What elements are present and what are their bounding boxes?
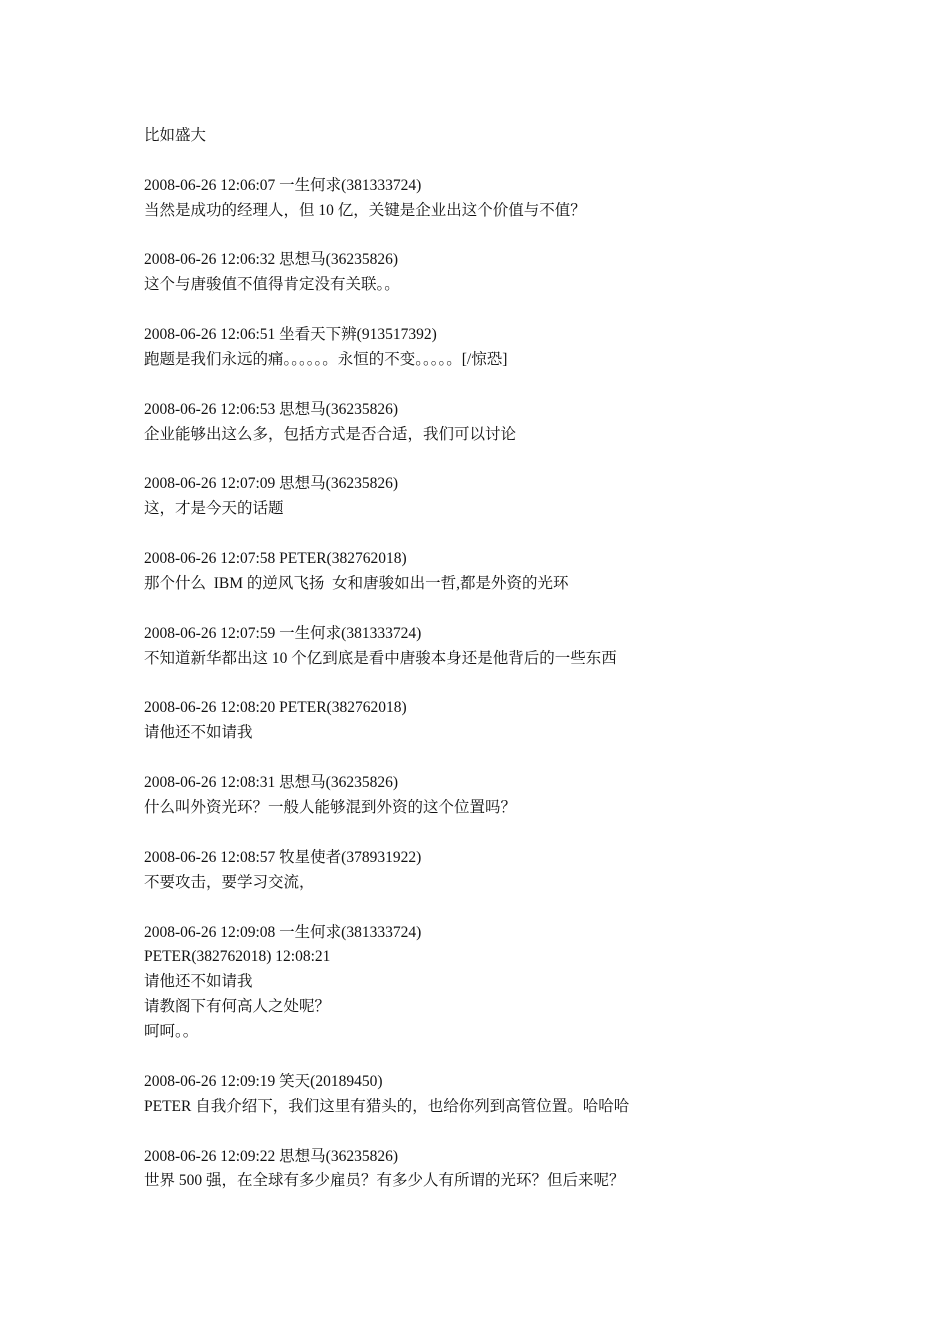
chat-message — [144, 1070, 844, 1120]
message-header: 2008-06-26 12:07:09 思想马(36235826) — [144, 475, 399, 493]
chat-message — [144, 398, 844, 448]
message-body-line: 呵呵。。 — [144, 1023, 199, 1041]
spacer — [144, 746, 844, 771]
chat-message — [144, 174, 844, 224]
message-header: 2008-06-26 12:09:19 笑天(20189450) — [144, 1072, 383, 1090]
message-body-line: 这，才是今天的话题 — [144, 500, 284, 518]
spacer — [144, 298, 844, 323]
message-header: 2008-06-26 12:06:32 思想马(36235826) — [144, 251, 399, 269]
spacer — [144, 522, 844, 547]
message-body-line: 当然是成功的经理人，但 10 亿，关键是企业出这个价值与不值？ — [144, 201, 586, 219]
message-header: 2008-06-26 12:08:57 牧星使者(378931922) — [144, 848, 422, 866]
message-body-line: 企业能够出这么多，包括方式是否合适，我们可以讨论 — [144, 425, 517, 443]
spacer — [144, 448, 844, 473]
chat-message — [144, 921, 844, 1045]
spacer — [144, 1045, 844, 1070]
message-body-line: 不知道新华都出这 10 个亿到底是看中唐骏本身还是他背后的一些东西 — [144, 649, 617, 667]
message-header: 2008-06-26 12:07:58 PETER(382762018) — [144, 550, 407, 568]
message-body-line: 请他还不如请我 — [144, 724, 253, 742]
message-body-line: 世界 500 强，在全球有多少雇员？有多少人有所谓的光环？但后来呢？ — [144, 1172, 625, 1190]
message-list — [144, 149, 844, 1194]
message-body-line: PETER(382762018) 12:08:21 — [144, 948, 331, 966]
chat-message — [144, 472, 844, 522]
message-header: 2008-06-26 12:06:53 思想马(36235826) — [144, 400, 399, 418]
spacer — [144, 597, 844, 622]
message-body-line: 请教阁下有何高人之处呢？ — [144, 998, 331, 1016]
chat-log-document — [144, 124, 844, 1194]
chat-message — [144, 696, 844, 746]
message-header: 2008-06-26 12:06:07 一生何求(381333724) — [144, 176, 422, 194]
chat-message — [144, 771, 844, 821]
message-header: 2008-06-26 12:09:22 思想马(36235826) — [144, 1147, 399, 1165]
message-body-line: 不要攻击，要学习交流， — [144, 873, 315, 891]
chat-message — [144, 622, 844, 672]
message-header: 2008-06-26 12:06:51 坐看天下辨(913517392) — [144, 326, 437, 344]
message-header: 2008-06-26 12:08:31 思想马(36235826) — [144, 774, 399, 792]
chat-message — [144, 323, 844, 373]
message-header: 2008-06-26 12:08:20 PETER(382762018) — [144, 699, 407, 717]
spacer — [144, 672, 844, 697]
spacer — [144, 896, 844, 921]
spacer — [144, 1120, 844, 1145]
chat-message — [144, 248, 844, 298]
spacer — [144, 149, 844, 174]
chat-message — [144, 1145, 844, 1195]
spacer — [144, 373, 844, 398]
spacer — [144, 224, 844, 249]
chat-message — [144, 846, 844, 896]
spacer — [144, 821, 844, 846]
message-body-line: 那个什么 IBM 的逆风飞扬 女和唐骏如出一哲,都是外资的光环 — [144, 575, 569, 593]
message-body-line: 这个与唐骏值不值得肯定没有关联。。 — [144, 276, 400, 294]
chat-message — [144, 547, 844, 597]
message-body-line: 请他还不如请我 — [144, 973, 253, 991]
intro-text: 比如盛大 — [144, 127, 207, 144]
message-body-line: 跑题是我们永远的痛。。。。。。永恒的不变。。。。。[/惊恐] — [144, 351, 508, 369]
message-header: 2008-06-26 12:09:08 一生何求(381333724) — [144, 923, 422, 941]
message-body-line: 什么叫外资光环？一般人能够混到外资的这个位置吗？ — [144, 799, 517, 817]
message-body-line: PETER 自我介绍下，我们这里有猎头的，也给你列到高管位置。哈哈哈 — [144, 1097, 630, 1115]
message-header: 2008-06-26 12:07:59 一生何求(381333724) — [144, 624, 422, 642]
